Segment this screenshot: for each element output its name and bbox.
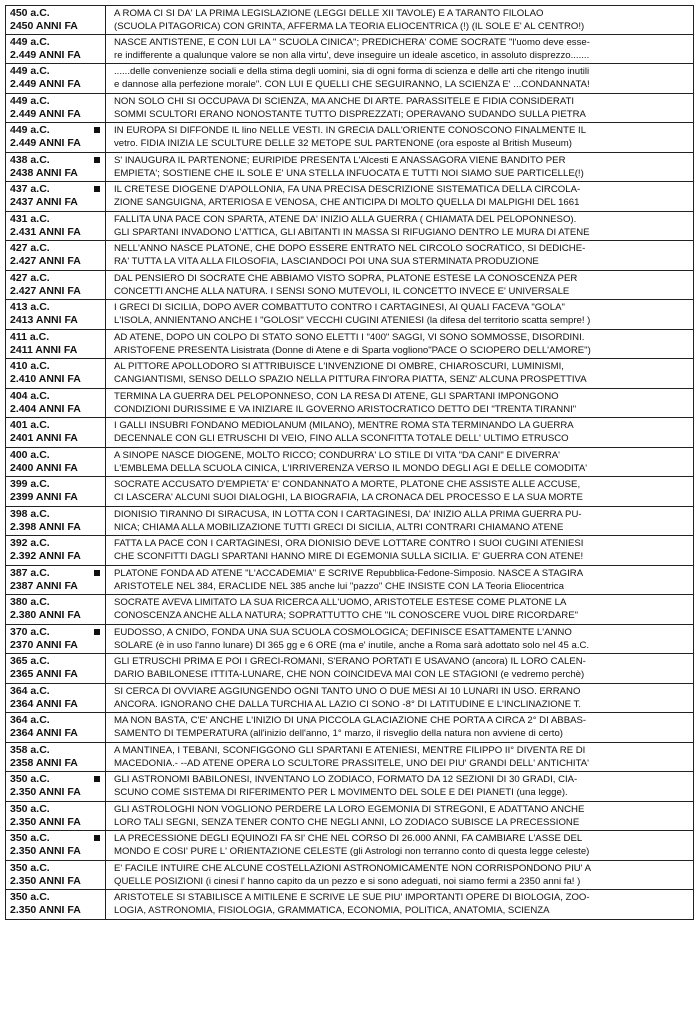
- event-text: [106, 241, 693, 270]
- date-cell: [6, 359, 106, 388]
- event-line-1: NON SOLO CHI SI OCCUPAVA DI SCIENZA, MA ANCHE DI ARTE. PARASSITELE E FIDIA CONSIDERATI: [114, 95, 575, 107]
- timeline-row: [5, 831, 694, 861]
- years-ago-label: 2438 ANNI FA: [10, 166, 78, 179]
- years-ago-label: 2.449 ANNI FA: [10, 78, 81, 90]
- event-text: [106, 654, 693, 683]
- event-text: [106, 890, 693, 919]
- event-text: [106, 94, 693, 123]
- event-line-2: ANCORA. IGNORANO CHE DALLA TURCHIA AL LAZIO CI SONO -8° DI LATITUDINE E L'INCLINAZIONE T.: [114, 698, 581, 710]
- timeline-row: [5, 153, 694, 183]
- date-cell: [6, 418, 106, 447]
- date-cell: [6, 595, 106, 624]
- years-ago-label: 2.350 ANNI FA: [10, 786, 81, 798]
- event-line-2: e dannose alla perfezione morale". CON LUI E QUELLI CHE SEGUIRANNO, LA SCIENZA E' ...CONDANNATA!: [114, 79, 590, 90]
- timeline-row: [5, 359, 694, 389]
- event-text: [106, 448, 693, 477]
- event-line-2: L'ISOLA, ANNIENTANO ANCHE I "GOLOSI" VECCHI CUGINI ATENIESI (la difesa del territorio scatta sempre! ): [114, 315, 591, 326]
- years-ago-label: 2411 ANNI FA: [10, 343, 78, 356]
- square-bullet-icon: [94, 629, 100, 635]
- year-label: 449 a.C.: [10, 124, 50, 136]
- years-ago-label: 2358 ANNI FA: [10, 756, 78, 769]
- date-cell: [6, 389, 106, 418]
- timeline-row: [5, 684, 694, 714]
- years-ago-label: 2.410 ANNI FA: [10, 373, 81, 385]
- event-line-2: LORO TALI SEGNI, SENZA TENER CONTO CHE NEGLI ANNI, LO ZODIACO SUBISCE LA PRECESSIONE: [114, 816, 580, 828]
- event-line-1: IN EUROPA SI DIFFONDE IL lino NELLE VESTI. IN GRECIA DALL'ORIENTE CONOSCONO FINALMENTE IL: [114, 125, 587, 136]
- event-line-2: re indifferente a qualunque valore se non alla virtu', deve inseguire un ideale ascetico, in assoluto disprezzo.......: [114, 49, 590, 61]
- year-label: 404 a.C.: [10, 389, 50, 402]
- event-line-1: NELL'ANNO NASCE PLATONE, CHE DOPO ESSERE ENTRATO NEL CIRCOLO SOCRATICO, SI DEDICHE-: [114, 243, 586, 254]
- year-label: 437 a.C.: [10, 183, 50, 195]
- event-text: [106, 477, 693, 506]
- event-line-1: GLI ASTROLOGHI NON VOGLIONO PERDERE LA LORO EGEMONIA DI STREGONI, E ADATTANO ANCHE: [114, 803, 585, 815]
- date-cell: [6, 271, 106, 300]
- timeline-row: [5, 418, 694, 448]
- timeline-row: [5, 713, 694, 743]
- date-cell: [6, 654, 106, 683]
- event-text: [106, 35, 693, 64]
- event-line-2: CONDIZIONI DURISSIME E VA INIZIARE IL GOVERNO ARISTOCRATICO DETTO DEI "TRENTA TIRANNI": [114, 403, 577, 415]
- years-ago-label: 2413 ANNI FA: [10, 314, 78, 326]
- timeline-row: [5, 743, 694, 773]
- event-line-1: NASCE ANTISTENE, E CON LUI LA " SCUOLA CINICA"; PREDICHERA' COME SOCRATE "l'uomo deve esse-: [114, 36, 590, 48]
- event-line-1: A MANTINEA, I TEBANI, SCONFIGGONO GLI SPARTANI E ATENIESI, MENTRE FILIPPO II° DIVENTA RE DI: [114, 744, 586, 756]
- years-ago-label: 2387 ANNI FA: [10, 579, 78, 592]
- years-ago-label: 2.449 ANNI FA: [10, 48, 81, 61]
- event-line-1: E' FACILE INTUIRE CHE ALCUNE COSTELLAZIONI ASTRONOMICAMENTE NON CORRISPONDONO PIU' A: [114, 862, 592, 874]
- event-line-1: ARISTOTELE SI STABILISCE A MITILENE E SCRIVE LE SUE PIU' IMPORTANTI OPERE DI BIOLOGIA, ZOO-: [114, 892, 590, 903]
- year-label: 358 a.C.: [10, 743, 50, 756]
- year-label: 410 a.C.: [10, 360, 50, 372]
- date-cell: [6, 861, 106, 890]
- event-line-2: LOGIA, ASTRONOMIA, FISIOLOGIA, GRAMMATICA, ECONOMIA, POLITICA, ANATOMIA, SCIENZA: [114, 905, 550, 916]
- event-line-1: MA NON BASTA, C'E' ANCHE L'INIZIO DI UNA PICCOLA GLACIAZIONE CHE PORTA A CIRCA 2° DI ABBAS-: [114, 715, 587, 726]
- event-line-2: L'EMBLEMA DELLA SCUOLA CINICA, L'IRRIVERENZA VERSO IL MONDO DEGLI AGI E DELLE COMODITA': [114, 462, 588, 474]
- event-line-2: CONOSCENZA ANCHE ALLA NATURA; SOPRATTUTTO CHE "IL CONOSCERE VUOL DIRE RICORDARE": [114, 610, 579, 621]
- date-cell: [6, 772, 106, 801]
- timeline-row: [5, 772, 694, 802]
- event-line-1: AL PITTORE APOLLODORO SI ATTRIBUISCE L'INVENZIONE DI OMBRE, CHIAROSCURI, LUMINISMI,: [114, 361, 564, 372]
- event-line-2: DARIO BABILONESE ITTITA-LUNARE, CHE NON COINCIDEVA MAI CON LE STAGIONI (e vedremo perchè): [114, 669, 585, 680]
- year-label: 392 a.C.: [10, 537, 50, 549]
- year-label: 401 a.C.: [10, 419, 50, 431]
- event-line-2: ARISTOTELE NEL 384, ERACLIDE NEL 385 anche lui "pazzo" CHE INSISTE CON LA Teoria Eliocentrica: [114, 580, 564, 592]
- square-bullet-icon: [94, 127, 100, 133]
- event-line-2: ARISTOFENE PRESENTA Lisistrata (Donne di Atene e di Sparta vogliono"PACE O SCIOPERO DELL'AMORE"): [114, 344, 591, 356]
- year-label: 380 a.C.: [10, 596, 50, 608]
- years-ago-label: 2370 ANNI FA: [10, 638, 78, 651]
- event-line-1: LA PRECESSIONE DEGLI EQUINOZI FA SI' CHE NEL CORSO DI 26.000 ANNI, FA CAMBIARE L'ASSE DEL: [114, 833, 583, 844]
- event-line-1: A SINOPE NASCE DIOGENE, MOLTO RICCO; CONDURRA' LO STILE DI VITA "DA CANI" E DIVERRA': [114, 449, 561, 461]
- timeline-row: [5, 389, 694, 419]
- event-text: [106, 831, 693, 860]
- years-ago-label: 2.404 ANNI FA: [10, 402, 81, 415]
- timeline-row: [5, 536, 694, 566]
- years-ago-label: 2.427 ANNI FA: [10, 255, 81, 267]
- square-bullet-icon: [94, 157, 100, 163]
- date-cell: [6, 330, 106, 359]
- event-line-2: MONDO E COSI' PURE L' ORIENTAZIONE CELESTE (gli Astrologi non terranno conto di questa legge celeste): [114, 846, 590, 857]
- years-ago-label: 2400 ANNI FA: [10, 461, 78, 474]
- timeline-row: [5, 595, 694, 625]
- event-line-2: EMPIETA'; SOSTIENE CHE IL SOLE E' UNA STELLA INFUOCATA E TUTTI NOI SIAMO SUE PARTICELLE(!): [114, 167, 584, 179]
- date-cell: [6, 713, 106, 742]
- years-ago-label: 2.449 ANNI FA: [10, 107, 81, 120]
- event-line-1: I GRECI DI SICILIA, DOPO AVER COMBATTUTO CONTRO I CARTAGINESI, AI QUALI FACEVA "GOLA": [114, 302, 565, 313]
- event-line-1: FALLITA UNA PACE CON SPARTA, ATENE DA' INIZIO ALLA GUERRA ( CHIAMATA DEL PELOPONNESO).: [114, 213, 577, 225]
- year-label: 398 a.C.: [10, 507, 50, 520]
- timeline-row: [5, 64, 694, 94]
- years-ago-label: 2401 ANNI FA: [10, 432, 78, 444]
- timeline-row: [5, 448, 694, 478]
- date-cell: [6, 448, 106, 477]
- event-line-2: vetro. FIDIA INIZIA LE SCULTURE DELLE 32 METOPE SUL PARTENONE (ora esposte al British Museum): [114, 138, 572, 149]
- event-line-2: NICA; CHIAMA ALLA MOBILIZAZIONE TUTTI GRECI DI SICILIA, ALTRI CONTRARI CHIAMANO ATENE: [114, 521, 564, 533]
- square-bullet-icon: [94, 835, 100, 841]
- date-cell: [6, 507, 106, 536]
- event-line-2: CHE SCONFITTI DAGLI SPARTANI HANNO MIRE DI EGEMONIA SULLA SICILIA. E' GUERRA CON ATENE!: [114, 551, 584, 562]
- event-line-1: GLI ETRUSCHI PRIMA E POI I GRECI-ROMANI, S'ERANO PORTATI E USAVANO (ancora) IL LORO CALEN-: [114, 656, 586, 667]
- timeline-row: [5, 5, 694, 35]
- date-cell: [6, 212, 106, 241]
- date-cell: [6, 64, 106, 93]
- timeline-row: [5, 654, 694, 684]
- event-line-2: CONCETTI ANCHE ALLA NATURA. I SENSI SONO MUTEVOLI, IL CONCETTO INVECE E' UNIVERSALE: [114, 285, 570, 297]
- date-cell: [6, 802, 106, 831]
- event-line-1: AD ATENE, DOPO UN COLPO DI STATO SONO ELETTI I "400" SAGGI, VI SONO SOMMOSSE, DISORDINI.: [114, 331, 585, 343]
- square-bullet-icon: [94, 186, 100, 192]
- event-line-1: FATTA LA PACE CON I CARTAGINESI, ORA DIONISIO DEVE LOTTARE CONTRO I SUOI CUGINI ATENIESI: [114, 538, 584, 549]
- year-label: 411 a.C.: [10, 330, 50, 343]
- year-label: 350 a.C.: [10, 802, 50, 815]
- event-text: [106, 271, 693, 300]
- event-line-2: GLI SPARTANI INVADONO L'ATTICA, GLI ABITANTI IN MASSA SI RIFUGIANO DENTRO LE MURA DI ATENE: [114, 226, 590, 238]
- years-ago-label: 2.449 ANNI FA: [10, 137, 81, 149]
- years-ago-label: 2399 ANNI FA: [10, 491, 78, 503]
- timeline-row: [5, 861, 694, 891]
- year-label: 449 a.C.: [10, 94, 50, 107]
- year-label: 427 a.C.: [10, 271, 50, 284]
- year-label: 450 a.C.: [10, 7, 50, 19]
- years-ago-label: 2.431 ANNI FA: [10, 225, 81, 238]
- event-line-1: DAL PENSIERO DI SOCRATE CHE ABBIAMO VISTO SOPRA, PLATONE ESTESE LA CONOSCENZA PER: [114, 272, 578, 284]
- years-ago-label: 2437 ANNI FA: [10, 196, 78, 208]
- years-ago-label: 2.350 ANNI FA: [10, 904, 81, 916]
- event-line-2: SAMENTO DI TEMPERATURA (all'inizio dell'anno, 1° marzo, il risveglio della natura non avviene di certo): [114, 728, 563, 739]
- years-ago-label: 2.350 ANNI FA: [10, 815, 81, 828]
- year-label: 350 a.C.: [10, 773, 50, 785]
- event-text: [106, 418, 693, 447]
- event-line-2: SOMMI SCULTORI ERANO NONOSTANTE TUTTO DISPREZZATI; OPERAVANO SUDANDO SULLA PIETRA: [114, 108, 586, 120]
- event-line-1: TERMINA LA GUERRA DEL PELOPONNESO, CON LA RESA DI ATENE, GLI SPARTANI IMPONGONO: [114, 390, 559, 402]
- event-line-1: SI CERCA DI OVVIARE AGGIUNGENDO OGNI TANTO UNO O DUE MESI AI 10 LUNARI IN USO. ERRANO: [114, 685, 581, 697]
- event-line-2: MACEDONIA.- --AD ATENE OPERA LO SCULTORE PRASSITELE, UNO DEI PIU' GRANDI DELL' ANTICHITA': [114, 757, 589, 769]
- years-ago-label: 2364 ANNI FA: [10, 697, 78, 710]
- event-line-2: QUELLE POSIZIONI (i cinesi l' hanno capito da un pezzo e si sono adeguati, noi siamo fermi a 2350 anni fa! ): [114, 875, 581, 887]
- event-line-1: ......delle convenienze sociali e della stima degli uomini, sia di ogni forma di scienza e delle arti che ritengo inutili: [114, 66, 590, 77]
- event-line-1: EUDOSSO, A CNIDO, FONDA UNA SUA SCUOLA COSMOLOGICA; DEFINISCE ESATTAMENTE L'ANNO: [114, 626, 572, 638]
- year-label: 350 a.C.: [10, 861, 50, 874]
- years-ago-label: 2364 ANNI FA: [10, 727, 78, 739]
- event-text: [106, 566, 693, 595]
- years-ago-label: 2.392 ANNI FA: [10, 550, 81, 562]
- event-text: [106, 212, 693, 241]
- square-bullet-icon: [94, 776, 100, 782]
- date-cell: [6, 566, 106, 595]
- event-line-2: ZIONE SANGUIGNA, ARTERIOSA E VENOSA, CHE ANTICIPA DI MOLTO QUELLA DI MALPIGHI DEL 1661: [114, 197, 580, 208]
- timeline-row: [5, 271, 694, 301]
- years-ago-label: 2.350 ANNI FA: [10, 874, 81, 887]
- event-line-1: GLI ASTRONOMI BABILONESI, INVENTANO LO ZODIACO, FORMATO DA 12 SEZIONI DI 30 GRADI, CIA-: [114, 774, 578, 785]
- timeline-row: [5, 300, 694, 330]
- year-label: 449 a.C.: [10, 65, 50, 77]
- timeline-row: [5, 123, 694, 153]
- year-label: 427 a.C.: [10, 242, 50, 254]
- date-cell: [6, 684, 106, 713]
- date-cell: [6, 182, 106, 211]
- timeline-table: [5, 5, 694, 920]
- date-cell: [6, 241, 106, 270]
- event-line-1: DIONISIO TIRANNO DI SIRACUSA, IN LOTTA CON I CARTAGINESI, DA' INIZIO ALLA PRIMA GUERRA PU-: [114, 508, 582, 520]
- year-label: 365 a.C.: [10, 655, 50, 667]
- event-line-2: SOLARE (è in uso l'anno lunare) DI 365 gg e 6 ORE (ma e' inutile, anche a Roma sarà adottato solo nel 45 a.C.: [114, 639, 590, 651]
- event-line-1: SOCRATE ACCUSATO D'EMPIETA' E' CONDANNATO A MORTE, PLATONE CHE ASSISTE ALLE ACCUSE,: [114, 479, 581, 490]
- timeline-row: [5, 330, 694, 360]
- year-label: 431 a.C.: [10, 212, 50, 225]
- year-label: 413 a.C.: [10, 301, 50, 313]
- years-ago-label: 2.380 ANNI FA: [10, 609, 81, 621]
- date-cell: [6, 831, 106, 860]
- year-label: 370 a.C.: [10, 625, 50, 638]
- event-line-1: I GALLI INSUBRI FONDANO MEDIOLANUM (MILANO), MENTRE ROMA STA TERMINANDO LA GUERRA: [114, 420, 574, 431]
- event-text: [106, 713, 693, 742]
- timeline-row: [5, 890, 694, 920]
- date-cell: [6, 94, 106, 123]
- event-text: [106, 625, 693, 654]
- timeline-row: [5, 566, 694, 596]
- year-label: 449 a.C.: [10, 35, 50, 48]
- event-text: [106, 6, 693, 34]
- timeline-row: [5, 94, 694, 124]
- square-bullet-icon: [94, 570, 100, 576]
- year-label: 438 a.C.: [10, 153, 50, 166]
- date-cell: [6, 536, 106, 565]
- timeline-row: [5, 241, 694, 271]
- event-text: [106, 861, 693, 890]
- year-label: 387 a.C.: [10, 566, 50, 579]
- event-text: [106, 330, 693, 359]
- timeline-row: [5, 212, 694, 242]
- event-text: [106, 595, 693, 624]
- event-line-2: CANGIANTISMI, SENSO DELLO SPAZIO NELLA PITTURA FIN'ORA PIATTA, SENZ' ALCUNA PROSPETTIVA: [114, 374, 587, 385]
- event-line-1: SOCRATE AVEVA LIMITATO LA SUA RICERCA ALL'UOMO, ARISTOTELE ESTESE COME PLATONE LA: [114, 597, 567, 608]
- event-text: [106, 153, 693, 182]
- date-cell: [6, 625, 106, 654]
- event-text: [106, 389, 693, 418]
- years-ago-label: 2450 ANNI FA: [10, 20, 78, 32]
- year-label: 399 a.C.: [10, 478, 50, 490]
- year-label: 350 a.C.: [10, 832, 50, 844]
- event-text: [106, 684, 693, 713]
- timeline-row: [5, 35, 694, 65]
- event-text: [106, 507, 693, 536]
- event-line-2: SCUNO COME SISTEMA DI RIFERIMENTO PER L MOVIMENTO DEL SOLE E DEI PIANETI (una legge).: [114, 787, 568, 798]
- event-line-2: DECENNALE CON GLI ETRUSCHI DI VEIO, FINO ALLA SCONFITTA TOTALE DELL' ULTIMO ETRUSCO: [114, 433, 569, 444]
- date-cell: [6, 153, 106, 182]
- timeline-row: [5, 182, 694, 212]
- event-text: [106, 300, 693, 329]
- date-cell: [6, 890, 106, 919]
- date-cell: [6, 300, 106, 329]
- event-line-2: RA' TUTTA LA VITA ALLA FILOSOFIA, LASCIANDOCI POI UNA SUA STERMINATA PRODUZIONE: [114, 256, 539, 267]
- years-ago-label: 2.427 ANNI FA: [10, 284, 81, 297]
- years-ago-label: 2.398 ANNI FA: [10, 520, 81, 533]
- timeline-row: [5, 507, 694, 537]
- event-line-1: PLATONE FONDA AD ATENE "L'ACCADEMIA" E SCRIVE Repubblica-Fedone-Simposio. NASCE A STAGIRA: [114, 567, 584, 579]
- event-text: [106, 772, 693, 801]
- date-cell: [6, 123, 106, 152]
- year-label: 400 a.C.: [10, 448, 50, 461]
- event-line-1: S' INAUGURA IL PARTENONE; EURIPIDE PRESENTA L'Alcesti E ANASSAGORA VIENE BANDITO PER: [114, 154, 566, 166]
- date-cell: [6, 6, 106, 34]
- event-text: [106, 64, 693, 93]
- event-text: [106, 536, 693, 565]
- date-cell: [6, 743, 106, 772]
- year-label: 364 a.C.: [10, 714, 50, 726]
- event-text: [106, 743, 693, 772]
- event-text: [106, 802, 693, 831]
- year-label: 364 a.C.: [10, 684, 50, 697]
- years-ago-label: 2365 ANNI FA: [10, 668, 78, 680]
- event-line-1: A ROMA CI SI DA' LA PRIMA LEGISLAZIONE (LEGGI DELLE XII TAVOLE) E A TARANTO FILOLAO: [114, 8, 544, 19]
- timeline-row: [5, 477, 694, 507]
- event-line-2: (SCUOLA PITAGORICA) CON GRINTA, AFFERMA LA TEORIA ELIOCENTRICA (!) (IL SOLE E' AL CENTRO!): [114, 21, 585, 32]
- year-label: 350 a.C.: [10, 891, 50, 903]
- timeline-row: [5, 802, 694, 832]
- date-cell: [6, 477, 106, 506]
- event-line-1: IL CRETESE DIOGENE D'APOLLONIA, FA UNA PRECISA DESCRIZIONE SISTEMATICA DELLA CIRCOLA-: [114, 184, 581, 195]
- timeline-row: [5, 625, 694, 655]
- years-ago-label: 2.350 ANNI FA: [10, 845, 81, 857]
- event-text: [106, 182, 693, 211]
- event-text: [106, 123, 693, 152]
- event-line-2: CI LASCERA' ALCUNI SUOI DIALOGHI, LA BIOGRAFIA, LA CRONACA DEL PROCESSO E LA SUA MORTE: [114, 492, 583, 503]
- date-cell: [6, 35, 106, 64]
- event-text: [106, 359, 693, 388]
